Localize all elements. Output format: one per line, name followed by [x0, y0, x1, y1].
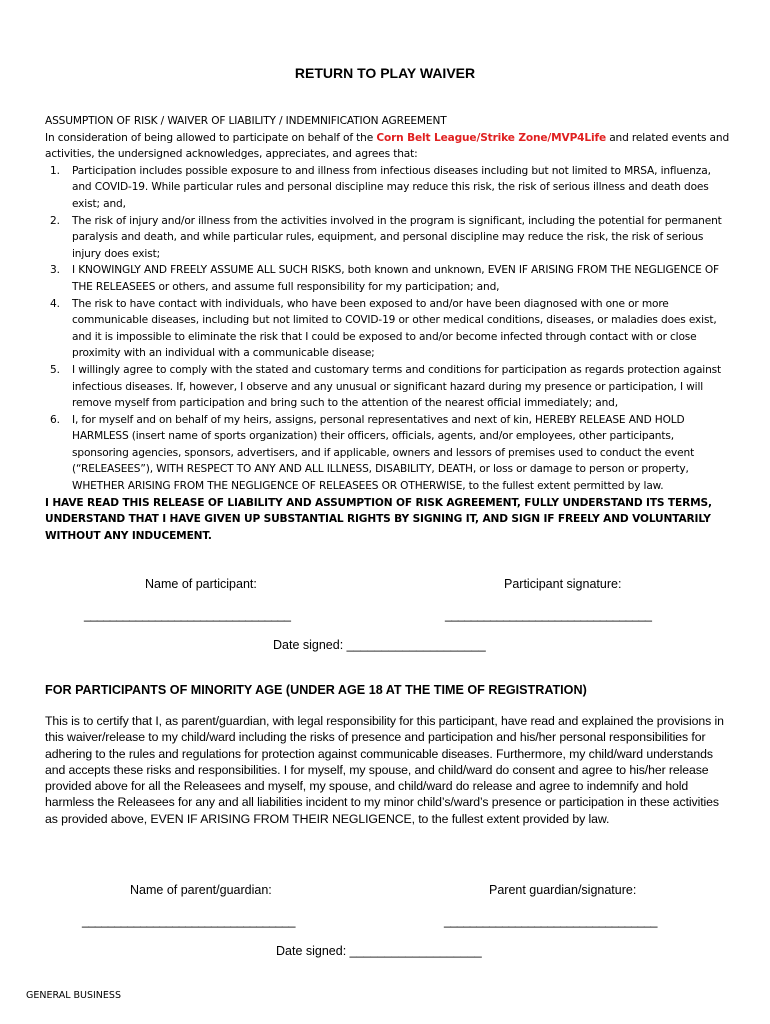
item-number: 2. — [50, 214, 60, 227]
agreement-subtitle: ASSUMPTION OF RISK / WAIVER OF LIABILITY / INDEMNIFICATION AGREEMENT — [45, 115, 447, 127]
participant-signature-line[interactable]: ________________________________ — [445, 608, 652, 622]
participant-signature-label: Participant signature: — [504, 577, 622, 591]
footer-label: GENERAL BUSINESS — [26, 990, 121, 1001]
waiver-body — [45, 113, 730, 544]
item-text: The risk to have contact with individuals, who have been exposed to and/or have been diagnosed with one or more communicable diseases, including but not limited to COVID-19 or other medical conditions, diseases, or maladies does exist, and it is impossible to eliminate the risk that I could be exposed to and/or become infected through contact with or close proximity with an individual with a communicable disease; — [72, 297, 717, 360]
item-text: Participation includes possible exposure to and illness from infectious diseases including but not limited to MRSA, influenza, and COVID-19. While particular rules and personal discipline may reduce this risk, the risk of serious illness and death does exist; and, — [72, 164, 711, 210]
item-number: 4. — [50, 297, 60, 310]
guardian-signature-line[interactable]: _________________________________ — [444, 914, 657, 928]
terms-list — [45, 163, 730, 495]
list-item — [45, 412, 730, 495]
guardian-name-label: Name of parent/guardian: — [130, 883, 272, 897]
list-item — [45, 362, 730, 412]
participant-date-signed[interactable]: Date signed: ____________________ — [273, 638, 486, 652]
participant-name-line[interactable]: ________________________________ — [84, 608, 291, 622]
list-item — [45, 213, 730, 263]
item-text: The risk of injury and/or illness from the activities involved in the program is significant, including the potential for permanent paralysis and death, and while particular rules, equipment, and personal discipline may reduce the risk, the risk of serious injury does exist; — [72, 214, 722, 260]
minor-certification-text: This is to certify that I, as parent/guardian, with legal responsibility for this participant, have read and explained the provisions in this waiver/release to my child/ward including the risks of presence and participation and his/her personal responsibilities for adhering to the rules and regulations for protection against communicable diseases. Furthermore, my child/ward understands and accepts these risks and responsibilities. I for myself, my spouse, and child/ward do consent and agree to his/her release provided above for all the Releasees and myself, my spouse, and child/ward do release and agree to indemnify and hold harmless the Releasees for any and all liabilities incident to my minor child’s/ward’s presence or participation in these activities as provided above, EVEN IF ARISING FROM THEIR NEGLIGENCE, to the fullest extent provided by law. — [45, 714, 724, 826]
item-number: 5. — [50, 363, 60, 376]
minor-section-title: FOR PARTICIPANTS OF MINORITY AGE (UNDER AGE 18 AT THE TIME OF REGISTRATION) — [45, 683, 587, 697]
item-number: 6. — [50, 413, 60, 426]
guardian-name-line[interactable]: _________________________________ — [82, 914, 295, 928]
intro-pre: In consideration of being allowed to participate on behalf of the — [45, 131, 377, 144]
item-number: 1. — [50, 164, 60, 177]
organization-name: Corn Belt League/Strike Zone/MVP4Life — [376, 131, 606, 144]
document-title: RETURN TO PLAY WAIVER — [294, 65, 476, 81]
intro-paragraph — [45, 130, 730, 163]
guardian-date-signed[interactable]: Date signed: ___________________ — [276, 944, 482, 958]
item-text: I willingly agree to comply with the stated and customary terms and conditions for participation as regards protection against infectious diseases. If, however, I observe and any unusual or significant hazard during my presence or participation, I will remove myself from participation and bring such to the attention of the nearest official immediately; and, — [72, 363, 722, 410]
guardian-signature-label: Parent guardian/signature: — [489, 883, 637, 897]
list-item — [45, 262, 730, 295]
acknowledgement-statement: I HAVE READ THIS RELEASE OF LIABILITY AND ASSUMPTION OF RISK AGREEMENT, FULLY UNDERSTAND ITS TERMS, UNDERSTAND THAT I HAVE GIVEN UP SUBSTANTIAL RIGHTS BY SIGNING IT, AND SIGN IF FREELY AND VOLUNTARILY WITHOUT ANY INDUCEMENT. — [45, 496, 712, 542]
participant-name-label: Name of participant: — [145, 577, 257, 591]
item-number: 3. — [50, 264, 60, 277]
list-item — [45, 163, 730, 213]
list-item — [45, 296, 730, 362]
intro-post: and related events and activities, the undersigned acknowledges, appreciates, and agrees that: — [45, 131, 730, 161]
item-text: I KNOWINGLY AND FREELY ASSUME ALL SUCH RISKS, both known and unknown, EVEN IF ARISING FROM THE NEGLIGENCE OF THE RELEASEES or others, and assume full responsibility for my participation; and, — [72, 264, 719, 293]
item-text: I, for myself and on behalf of my heirs, assigns, personal representatives and next of kin, HEREBY RELEASE AND HOLD HARMLESS (insert name of sports organization) their officers, officials, agents, and/or employees, other participants, sponsoring agencies, sponsors, advertisers, and if applicable, owners and lessors of premises used to conduct the event (“RELEASEES”), WITH RESPECT TO ANY AND ALL ILLNESS, DISABILITY, DEATH, or loss or damage to person or property, WHETHER ARISING FROM THE NEGLIGENCE OF RELEASEES OR OTHERWISE, to the fullest extent permitted by law. — [72, 413, 695, 493]
